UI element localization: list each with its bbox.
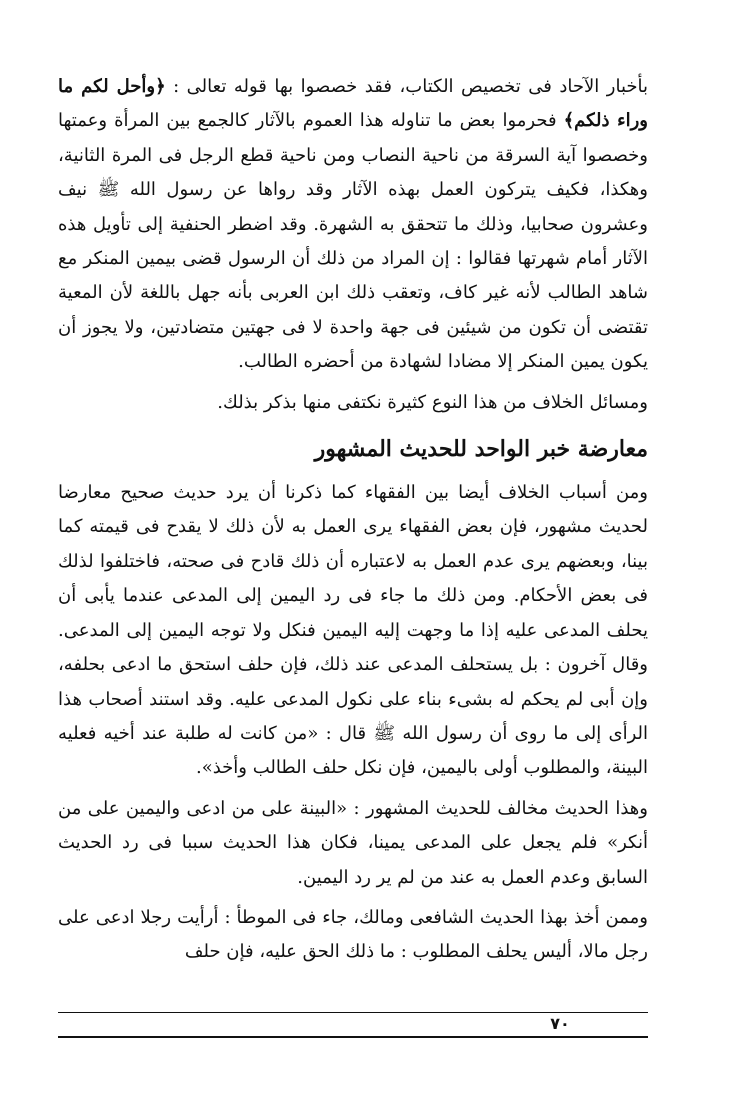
page-number: ٧٠ <box>550 1014 570 1033</box>
footer-rule-bottom <box>58 1036 648 1038</box>
paragraph-1 <box>58 70 648 380</box>
quran-quote: ﴿وأحل لكم ما وراء ذلكم﴾ <box>58 76 648 132</box>
page-body <box>58 70 648 970</box>
section-paragraph-1: ومن أسباب الخلاف أيضا بين الفقهاء كما ذكرنا أن يرد حديث صحيح معارضا لحديث مشهور، فإن بعض الفقهاء يرى العمل به لأن ذلك لا يقدح فى قيمته كما بينا، وبعضهم يرى عدم العمل به لاعتباره أن ذلك قادح فى صحته، فاختلفوا لذلك فى بعض الأحكام. ومن ذلك ما جاء فى رد اليمين إلى المدعى عندما يأبى أن يحلف المدعى عليه إذا ما وجهت إليه اليمين فنكل ولا توجه اليمين إلى المدعى. وقال آخرون : بل يستحلف المدعى عند ذلك، فإن حلف استحق ما ادعى بحلفه، وإن أبى لم يحكم له بشىء بناء على نكول المدعى عليه. وقد استند أصحاب هذا الرأى إلى ما روى أن رسول الله ﷺ قال : «من كانت له طلبة عند أخيه فعليه البينة، والمطلوب أولى باليمين، فإن نكل حلف الطالب وأخذ». <box>58 482 648 779</box>
paragraph-1-lead: بأخبار الآحاد فى تخصيص الكتاب، فقد خصصوا بها قوله تعالى : <box>165 76 649 97</box>
section-paragraph-3: وممن أخذ بهذا الحديث الشافعى ومالك، جاء فى الموطأ : أرأيت رجلا ادعى على رجل مالا، أليس يحلف المطلوب : ما ذلك الحق عليه، فإن حلف <box>58 906 648 963</box>
section-heading: معارضة خبر الواحد للحديث المشهور <box>314 436 648 463</box>
paragraph-1-rest: فحرموا بعض ما تناوله هذا العموم بالآثار كالجمع بين المرأة وعمتها وخصصوا آية السرقة من ناحية النصاب ومن ناحية قطع الرجل فى المرة الثانية، وهكذا، فكيف يتركون العمل بهذه الآثار وقد رواها عن رسول الله ﷺ نيف وعشرون صحابيا، وذلك ما تتحقق به الشهرة. وقد اضطر الحنفية إلى تأويل هذه الآثار أمام شهرتها فقالوا : إن المراد من ذلك أن الرسول قضى بيمين المنكر مع شاهد الطالب لأنه غير كاف، وتعقب ذلك ابن العربى بأنه جهل باللغة لأن المعية تقتضى أن تكون من شيئين فى جهة واحدة لا فى جهتين متضادتين، ولا يجوز أن يكون يمين المنكر إلا مضادا لشهادة من أحضره الطالب. <box>58 110 648 373</box>
paragraph-2: ومسائل الخلاف من هذا النوع كثيرة نكتفى منها بذكر بذلك. <box>217 391 648 413</box>
section-paragraph-2: وهذا الحديث مخالف للحديث المشهور : «البينة على من ادعى واليمين على من أنكر» فلم يجعل على المدعى يمينا، فكان هذا الحديث سببا فى رد الحديث السابق وعدم العمل به عند من لم ير رد اليمين. <box>58 797 648 888</box>
